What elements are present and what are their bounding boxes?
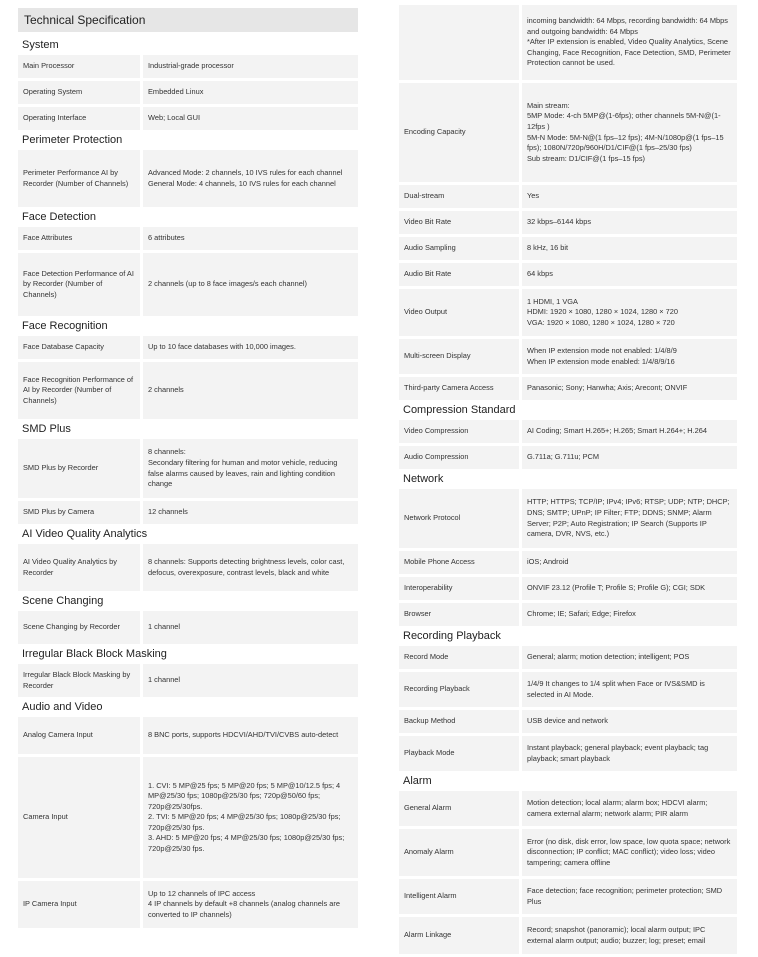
spec-value	[143, 81, 358, 104]
section-heading-system: System	[22, 39, 59, 51]
spec-table-network	[399, 486, 737, 629]
spec-value	[522, 237, 737, 260]
section-heading-ai-video-quality-analytics: AI Video Quality Analytics	[22, 528, 148, 540]
section-heading-smd-plus: SMD Plus	[22, 423, 71, 435]
spec-table-continued	[399, 2, 737, 403]
spec-key: Camera Input	[18, 757, 143, 878]
spec-key: Dual-stream	[399, 185, 522, 208]
spec-value	[143, 55, 358, 78]
spec-row	[18, 717, 358, 754]
spec-table-perimeter-protection	[18, 147, 358, 210]
spec-key: AI Video Quality Analytics by Recorder	[18, 544, 143, 591]
spec-key: Video Compression	[399, 420, 522, 443]
spec-value	[143, 544, 358, 591]
spec-key: Video Bit Rate	[399, 211, 522, 234]
spec-table-scene-changing	[18, 608, 358, 647]
spec-key: Playback Mode	[399, 736, 522, 771]
spec-key: Audio Compression	[399, 446, 522, 469]
spec-value-line: 8 kHz, 16 bit	[527, 243, 569, 253]
spec-value	[522, 710, 737, 733]
spec-value-line: General Mode: 4 channels, 10 IVS rules for each channel	[148, 178, 336, 188]
spec-value	[522, 879, 737, 914]
spec-table-face-detection	[18, 224, 358, 319]
spec-value-line: 4 IP channels by default +8 channels (analog channels are converted to IP channels)	[148, 899, 340, 919]
spec-key: Encoding Capacity	[399, 83, 522, 182]
spec-value	[143, 336, 358, 359]
spec-key	[399, 5, 522, 80]
spec-key: Mobile Phone Access	[399, 551, 522, 574]
spec-table-recording-playback	[399, 643, 737, 774]
spec-value-line: Secondary filtering for human and motor vehicle, reducing false alarms caused by leaves, rain and lighting condition change	[148, 457, 338, 489]
section-heading-face-recognition: Face Recognition	[22, 320, 108, 332]
spec-row	[18, 253, 358, 316]
spec-value-line: 1 channel	[148, 622, 181, 632]
section-heading-audio-and-video: Audio and Video	[22, 701, 103, 713]
spec-value-line: When IP extension mode not enabled: 1/4/8/9	[527, 345, 677, 355]
spec-row	[399, 83, 737, 182]
spec-row	[18, 664, 358, 697]
spec-key: Intelligent Alarm	[399, 879, 522, 914]
spec-key: Irregular Black Block Masking by Recorder	[18, 664, 143, 697]
spec-value-line: 12 channels	[148, 507, 188, 517]
spec-key: Face Attributes	[18, 227, 143, 250]
spec-value-line: Main stream:	[527, 100, 570, 110]
spec-row	[399, 289, 737, 336]
spec-value	[143, 362, 358, 419]
spec-value	[143, 150, 358, 207]
spec-value-line: Up to 10 face databases with 10,000 images.	[148, 342, 296, 352]
section-heading-network: Network	[403, 473, 444, 485]
spec-value	[522, 446, 737, 469]
spec-key: Video Output	[399, 289, 522, 336]
spec-value	[522, 672, 737, 707]
spec-value-line: 64 kbps	[527, 269, 553, 279]
spec-value	[522, 339, 737, 374]
spec-table-irregular-black-block-masking	[18, 661, 358, 700]
spec-value	[522, 917, 737, 954]
right-spec-body	[399, 2, 737, 957]
spec-row	[18, 544, 358, 591]
spec-value-line: ONVIF 23.12 (Profile T; Profile S; Profile G); CGI; SDK	[527, 583, 706, 593]
spec-table-smd-plus	[18, 436, 358, 527]
spec-key: Audio Sampling	[399, 237, 522, 260]
spec-value	[143, 757, 358, 878]
spec-value-line: 8 BNC ports, supports HDCVI/AHD/TVI/CVBS auto-detect	[148, 730, 339, 740]
section-heading-scene-changing: Scene Changing	[22, 595, 104, 607]
spec-row	[18, 107, 358, 130]
spec-value	[143, 717, 358, 754]
spec-value	[522, 603, 737, 626]
spec-value-line: VGA: 1920 × 1080, 1280 × 1024, 1280 × 720	[527, 317, 675, 327]
spec-value-line: Embedded Linux	[148, 87, 204, 97]
spec-value-line: HTTP; HTTPS; TCP/IP; IPv4; IPv6; RTSP; UDP; NTP; DHCP; DNS; SMTP; UPnP; IP Filter; FTP; DDNS; SNMP; Alarm Server; P2P; Auto Registration; IP Search (Supports IP camera, DVR, NVS, etc.)	[527, 497, 730, 539]
spec-key: Operating System	[18, 81, 143, 104]
spec-value-line: 1/4/9 It changes to 1/4 split when Face or IVS&SMD is selected in AI Mode.	[527, 678, 705, 699]
spec-row	[18, 881, 358, 928]
spec-key: Face Recognition Performance of AI by Recorder (Number of Channels)	[18, 362, 143, 419]
spec-row	[399, 710, 737, 733]
spec-row	[399, 185, 737, 208]
spec-key: Recording Playback	[399, 672, 522, 707]
spec-row	[399, 672, 737, 707]
left-spec-body	[18, 35, 358, 931]
spec-value	[143, 227, 358, 250]
spec-value-line: 2 channels (up to 8 face images/s each channel)	[148, 279, 307, 289]
spec-row	[399, 237, 737, 260]
left-column	[18, 8, 358, 928]
spec-key: Face Detection Performance of AI by Recorder (Number of Channels)	[18, 253, 143, 316]
section-heading-alarm: Alarm	[403, 775, 432, 787]
section-heading-recording-playback: Recording Playback	[403, 630, 501, 642]
spec-value-line: 2 channels	[148, 385, 184, 395]
spec-key: Multi-screen Display	[399, 339, 522, 374]
spec-value-line: When IP extension mode enabled: 1/4/8/9/16	[527, 356, 675, 366]
spec-row	[399, 211, 737, 234]
spec-value	[143, 501, 358, 524]
spec-row	[399, 791, 737, 826]
spec-key: Network Protocol	[399, 489, 522, 548]
spec-value	[522, 791, 737, 826]
spec-row	[399, 377, 737, 400]
spec-value-line: 1. CVI: 5 MP@25 fps; 5 MP@20 fps; 5 MP@10/12.5 fps; 4 MP@25/30 fps; 1080p@25/30 fps; 720p@50/60 fps; 720p@25/30fps.	[148, 780, 341, 811]
spec-key: Analog Camera Input	[18, 717, 143, 754]
spec-row	[399, 420, 737, 443]
spec-value	[143, 107, 358, 130]
spec-row	[399, 577, 737, 600]
spec-value-line: 1 channel	[148, 675, 181, 685]
spec-value-line: AI Coding; Smart H.265+; H.265; Smart H.264+; H.264	[527, 426, 707, 436]
spec-row	[399, 917, 737, 954]
spec-value-line: iOS; Android	[527, 557, 569, 567]
spec-row	[399, 263, 737, 286]
spec-row	[18, 150, 358, 207]
spec-row	[399, 551, 737, 574]
spec-value-line: Chrome; IE; Safari; Edge; Firefox	[527, 609, 636, 619]
spec-value-line: *After IP extension is enabled, Video Quality Analytics, Scene Changing, Face Recognition, Face Detection, SMD, Perimeter Protection cannot be used.	[527, 37, 731, 68]
spec-row	[18, 81, 358, 104]
section-heading-face-detection: Face Detection	[22, 211, 96, 223]
spec-key: Third-party Camera Access	[399, 377, 522, 400]
spec-value	[143, 881, 358, 928]
spec-row	[18, 55, 358, 78]
spec-value-line: Web; Local GUI	[148, 113, 201, 123]
spec-value-line: General; alarm; motion detection; intelligent; POS	[527, 652, 690, 662]
spec-value	[522, 420, 737, 443]
spec-value-line: Advanced Mode: 2 channels, 10 IVS rules for each channel	[148, 167, 343, 177]
spec-value	[143, 664, 358, 697]
spec-table-alarm	[399, 788, 737, 957]
spec-value-line: 8 channels:	[148, 447, 186, 457]
spec-value-line: Error (no disk, disk error, low space, low quota space; network disconnection; IP conflict; MAC conflict); video loss; video tampering; camera offline	[527, 836, 731, 867]
spec-key: General Alarm	[399, 791, 522, 826]
spec-value	[522, 551, 737, 574]
right-column	[399, 5, 737, 954]
spec-value	[522, 646, 737, 669]
spec-value	[522, 489, 737, 548]
spec-row	[399, 603, 737, 626]
spec-value-line: 6 attributes	[148, 233, 185, 243]
spec-value	[522, 83, 737, 182]
spec-value-line: 5M-N Mode: 5M-N@(1 fps–12 fps); 4M-N/1080p@(1 fps–15 fps); 1080N/720p/960H/D1/CIF@(1 fps–25/30 fps)	[527, 132, 724, 153]
spec-row	[399, 829, 737, 876]
spec-value-line: Industrial-grade processor	[148, 61, 234, 71]
spec-value-line: 1 HDMI, 1 VGA	[527, 296, 578, 306]
spec-key: Operating Interface	[18, 107, 143, 130]
section-heading-perimeter-protection: Perimeter Protection	[22, 134, 123, 146]
spec-key: SMD Plus by Camera	[18, 501, 143, 524]
spec-row	[18, 362, 358, 419]
section-heading-compression-standard: Compression Standard	[403, 404, 516, 416]
spec-key: Face Database Capacity	[18, 336, 143, 359]
spec-value	[143, 253, 358, 316]
spec-row	[399, 446, 737, 469]
spec-row	[399, 879, 737, 914]
spec-key: Scene Changing by Recorder	[18, 611, 143, 644]
spec-value	[522, 5, 737, 80]
spec-table-face-recognition	[18, 333, 358, 422]
spec-row	[399, 736, 737, 771]
spec-table-system	[18, 52, 358, 133]
spec-value-line: 32 kbps–6144 kbps	[527, 217, 592, 227]
page-title: Technical Specification	[18, 8, 358, 32]
spec-value	[522, 263, 737, 286]
spec-row	[18, 336, 358, 359]
spec-row	[18, 227, 358, 250]
spec-value-line: Record; snapshot (panoramic); local alarm output; IPC external alarm output; audio; buzzer; log; preset; email	[527, 924, 706, 945]
spec-value-line: Motion detection; local alarm; alarm box; HDCVI alarm; camera external alarm; network alarm; PIR alarm	[527, 797, 708, 818]
spec-value	[143, 439, 358, 498]
spec-key: Record Mode	[399, 646, 522, 669]
spec-value-line: 5MP Mode: 4-ch 5MP@(1-6fps); other channels 5M-N@(1-12fps )	[527, 111, 721, 131]
spec-value	[143, 611, 358, 644]
spec-value-line: Sub stream: D1/CIF@(1 fps–15 fps)	[527, 153, 645, 163]
spec-value-line: 2. TVI: 5 MP@20 fps; 4 MP@25/30 fps; 1080p@25/30 fps; 720p@25/30 fps.	[148, 812, 341, 832]
spec-key: SMD Plus by Recorder	[18, 439, 143, 498]
spec-key: Interoperability	[399, 577, 522, 600]
spec-table-compression-standard	[399, 417, 737, 472]
spec-table-ai-video-quality-analytics	[18, 541, 358, 594]
spec-value-line: Instant playback; general playback; event playback; tag playback; smart playback	[527, 742, 709, 763]
spec-value-line: Up to 12 channels of IPC access	[148, 888, 256, 898]
spec-key: Main Processor	[18, 55, 143, 78]
spec-key: Perimeter Performance AI by Recorder (Number of Channels)	[18, 150, 143, 207]
spec-value	[522, 211, 737, 234]
spec-row	[18, 611, 358, 644]
spec-value-line: G.711a; G.711u; PCM	[527, 452, 600, 462]
spec-value-line: 8 channels: Supports detecting brightness levels, color cast, defocus, overexposure, contrast levels, black and white	[148, 556, 345, 577]
spec-key: Anomaly Alarm	[399, 829, 522, 876]
spec-value-line: 3. AHD: 5 MP@20 fps; 4 MP@25/30 fps; 1080p@25/30 fps; 720p@25/30 fps.	[148, 833, 345, 853]
spec-row	[399, 339, 737, 374]
spec-row	[18, 501, 358, 524]
spec-value-line: Yes	[527, 191, 540, 201]
spec-row	[399, 646, 737, 669]
spec-row	[18, 439, 358, 498]
section-heading-irregular-black-block-masking: Irregular Black Block Masking	[22, 648, 167, 660]
spec-value	[522, 185, 737, 208]
spec-value-line: Face detection; face recognition; perimeter protection; SMD Plus	[527, 885, 723, 906]
spec-key: IP Camera Input	[18, 881, 143, 928]
spec-key: Audio Bit Rate	[399, 263, 522, 286]
spec-row	[18, 757, 358, 878]
spec-value-line: Panasonic; Sony; Hanwha; Axis; Arecont; ONVIF	[527, 383, 688, 393]
spec-value	[522, 736, 737, 771]
spec-value-line: USB device and network	[527, 716, 608, 726]
spec-key: Backup Method	[399, 710, 522, 733]
spec-value	[522, 829, 737, 876]
spec-key: Alarm Linkage	[399, 917, 522, 954]
spec-value-line: HDMI: 1920 × 1080, 1280 × 1024, 1280 × 720	[527, 307, 679, 317]
spec-value	[522, 577, 737, 600]
spec-key: Browser	[399, 603, 522, 626]
spec-value-line: incoming bandwidth: 64 Mbps, recording bandwidth: 64 Mbps and outgoing bandwidth: 64 Mbps	[527, 16, 728, 36]
spec-row	[399, 489, 737, 548]
spec-value	[522, 289, 737, 336]
spec-row	[399, 5, 737, 80]
spec-value	[522, 377, 737, 400]
spec-table-audio-and-video	[18, 714, 358, 931]
